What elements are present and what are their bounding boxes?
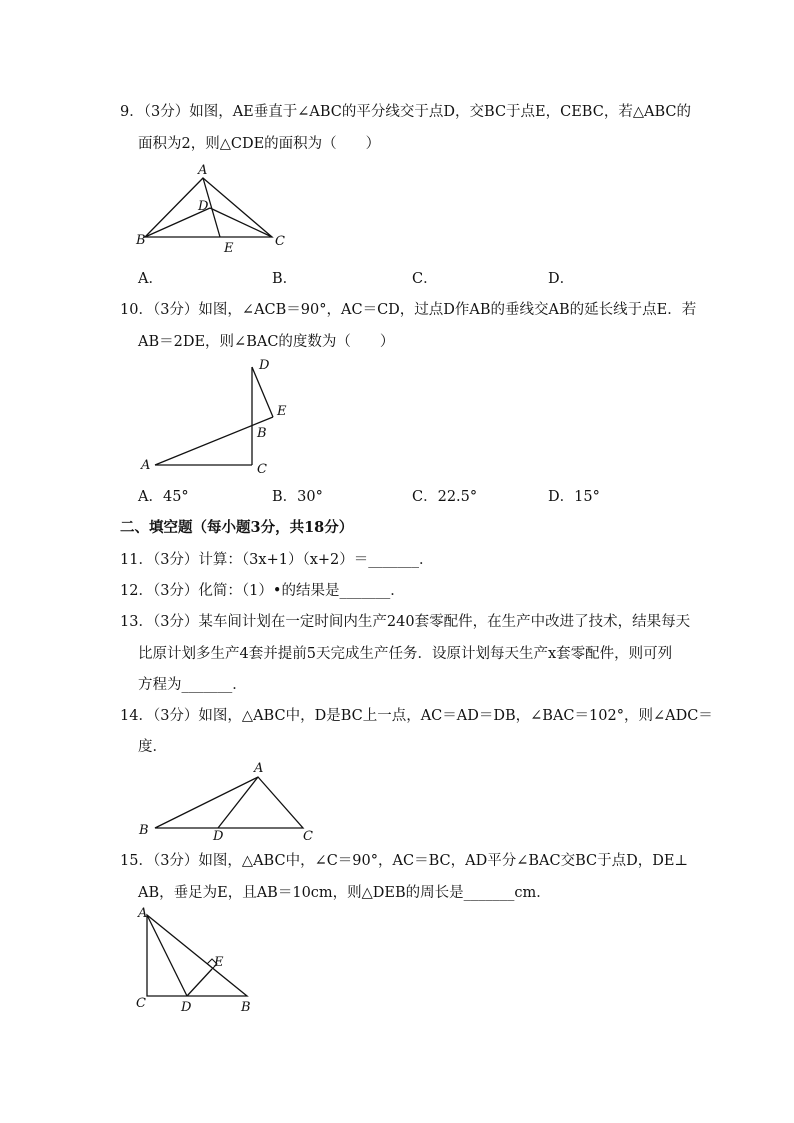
- q9-option-b: B．: [272, 271, 298, 287]
- q15-text-line1: 15．（3分）如图，△ABC中，∠C＝90°，AC＝BC，AD平分∠BAC交BC于点D，DE⊥: [120, 853, 689, 869]
- q14-label-a: A: [254, 761, 264, 776]
- q9-option-a: A．: [138, 271, 163, 287]
- q10-option-b: B．30°: [272, 489, 323, 505]
- q9-label-d: D: [198, 199, 209, 214]
- q14-text-line1: 14．（3分）如图，△ABC中，D是BC上一点，AC＝AD＝DB，∠BAC＝102°，则∠ADC＝: [120, 708, 713, 724]
- q15-label-a: A: [138, 906, 148, 921]
- q15-label-d: D: [181, 1000, 192, 1015]
- q14-label-d: D: [213, 829, 224, 844]
- q9-figure: [130, 160, 300, 260]
- q10-text-line2: AB＝2DE，则∠BAC的度数为（ ）: [138, 334, 395, 350]
- q10-label-a: A: [141, 458, 151, 473]
- q14-label-c: C: [303, 829, 313, 844]
- q13-text-line1: 13．（3分）某车间计划在一定时间内生产240套零配件，在生产中改进了技术，结果每天: [120, 614, 691, 630]
- q9-option-c: C．: [412, 271, 438, 287]
- q10-label-c: C: [257, 462, 267, 477]
- q15-label-b: B: [241, 1000, 251, 1015]
- q15-label-e: E: [214, 955, 224, 970]
- q10-option-d: D．15°: [548, 489, 600, 505]
- q14-label-b: B: [139, 823, 149, 838]
- q9-label-a: A: [198, 163, 208, 178]
- q13-text-line3: 方程为_______．: [138, 677, 247, 693]
- q10-figure: [135, 355, 305, 480]
- q13-text-line2: 比原计划多生产4套并提前5天完成生产任务．设原计划每天生产x套零配件，则可列: [138, 646, 673, 662]
- q15-text-line2: AB，垂足为E，且AB＝10cm，则△DEB的周长是_______cm．: [138, 885, 551, 901]
- q10-label-e: E: [277, 404, 287, 419]
- q9-text-line2: 面积为2，则△CDE的面积为（ ）: [138, 136, 381, 152]
- q10-option-c: C．22.5°: [412, 489, 478, 505]
- q12-text: 12．（3分）化简：（1）•的结果是_______．: [120, 583, 405, 599]
- q10-option-a: A．45°: [138, 489, 189, 505]
- q9-label-b: B: [136, 233, 146, 248]
- q9-text-line1: 9．（3分）如图，AE垂直于∠ABC的平分线交于点D，交BC于点E，CEBC，若△ABC的: [120, 104, 691, 120]
- q10-label-d: D: [259, 358, 270, 373]
- q15-label-c: C: [136, 996, 146, 1011]
- q11-text: 11．（3分）计算：（3x+1）（x+2）＝_______．: [120, 552, 434, 568]
- q9-label-e: E: [224, 241, 234, 256]
- q10-text-line1: 10．（3分）如图，∠ACB＝90°，AC＝CD，过点D作AB的垂线交AB的延长线于点E．若: [120, 302, 697, 318]
- q15-figure: [130, 903, 270, 1018]
- q9-label-c: C: [275, 234, 285, 249]
- q14-text-line2: 度．: [138, 739, 167, 755]
- q10-label-b: B: [257, 426, 267, 441]
- q14-figure: [135, 760, 325, 845]
- q9-option-d: D．: [548, 271, 575, 287]
- section-fill-in-blanks-title: 二、填空题（每小题3分，共18分）: [120, 519, 354, 536]
